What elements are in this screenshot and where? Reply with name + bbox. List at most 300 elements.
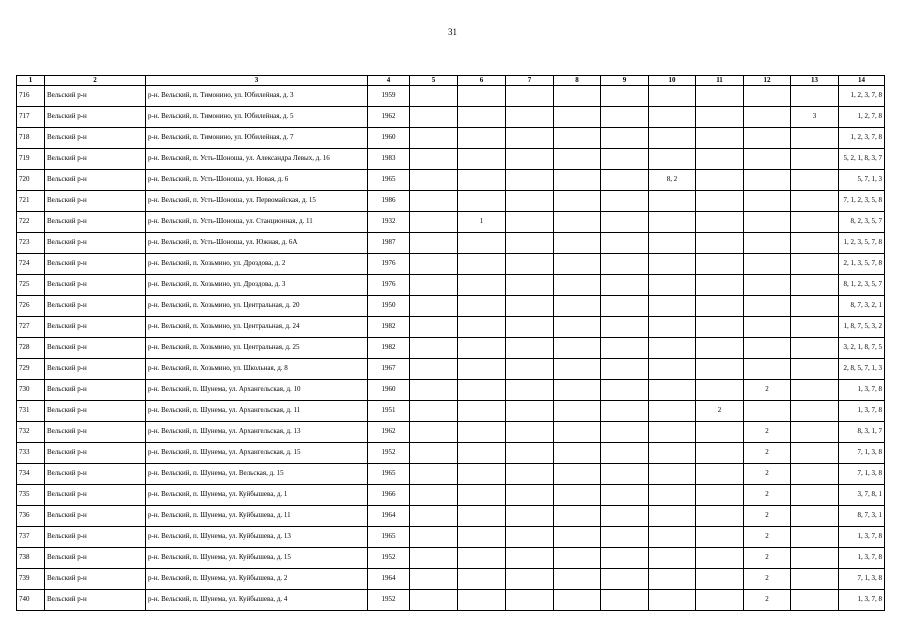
table-row xyxy=(17,317,885,338)
col7-cell xyxy=(506,254,554,275)
col9-cell xyxy=(601,170,649,191)
col6-cell xyxy=(458,338,506,359)
col6-cell xyxy=(458,86,506,107)
col14-cell: 1, 2, 3, 7, 8 xyxy=(839,86,885,107)
district-cell: Вельский р-н xyxy=(45,338,146,359)
col8-cell xyxy=(554,527,601,548)
header-row xyxy=(17,76,885,86)
year-cell: 1951 xyxy=(368,401,410,422)
district-cell: Вельский р-н xyxy=(45,107,146,128)
col12-cell xyxy=(744,86,791,107)
address-cell: р-н. Вельский, п. Тимонино, ул. Юбилейная, д. 3 xyxy=(146,86,368,107)
col13-cell xyxy=(791,149,839,170)
col13-cell: 3 xyxy=(791,107,839,128)
col8-cell xyxy=(554,128,601,149)
col14-cell: 5, 2, 1, 8, 3, 7 xyxy=(839,149,885,170)
col5-cell xyxy=(410,443,458,464)
col13-cell xyxy=(791,590,839,611)
col12-cell xyxy=(744,275,791,296)
row-number: 740 xyxy=(17,590,45,611)
col10-cell xyxy=(649,401,696,422)
col7-cell xyxy=(506,317,554,338)
row-number: 733 xyxy=(17,443,45,464)
district-cell: Вельский р-н xyxy=(45,233,146,254)
col6-cell xyxy=(458,443,506,464)
col9-cell xyxy=(601,548,649,569)
col9-cell xyxy=(601,233,649,254)
col8-cell xyxy=(554,590,601,611)
address-cell: р-н. Вельский, п. Шунема, ул. Архангельская, д. 15 xyxy=(146,443,368,464)
row-number: 737 xyxy=(17,527,45,548)
col10-cell xyxy=(649,107,696,128)
col7-cell xyxy=(506,401,554,422)
col7-cell xyxy=(506,212,554,233)
table-row xyxy=(17,506,885,527)
col10-cell xyxy=(649,317,696,338)
table-row xyxy=(17,359,885,380)
col8-cell xyxy=(554,401,601,422)
col6-cell xyxy=(458,485,506,506)
col6-cell xyxy=(458,527,506,548)
table-row xyxy=(17,443,885,464)
address-cell: р-н. Вельский, п. Шунема, ул. Архангельская, д. 11 xyxy=(146,401,368,422)
column-header: 4 xyxy=(368,76,410,86)
col7-cell xyxy=(506,506,554,527)
address-cell: р-н. Вельский, п. Тимонино, ул. Юбилейная, д. 7 xyxy=(146,128,368,149)
year-cell: 1952 xyxy=(368,548,410,569)
col9-cell xyxy=(601,128,649,149)
col12-cell: 2 xyxy=(744,422,791,443)
table-row xyxy=(17,380,885,401)
year-cell: 1966 xyxy=(368,485,410,506)
col12-cell xyxy=(744,401,791,422)
col8-cell xyxy=(554,170,601,191)
col7-cell xyxy=(506,359,554,380)
col8-cell xyxy=(554,191,601,212)
year-cell: 1965 xyxy=(368,170,410,191)
col6-cell xyxy=(458,107,506,128)
col14-cell: 1, 2, 7, 8 xyxy=(839,107,885,128)
col8-cell xyxy=(554,443,601,464)
table-row xyxy=(17,275,885,296)
row-number: 728 xyxy=(17,338,45,359)
col11-cell xyxy=(696,569,744,590)
col10-cell xyxy=(649,338,696,359)
year-cell: 1983 xyxy=(368,149,410,170)
col10-cell xyxy=(649,275,696,296)
row-number: 736 xyxy=(17,506,45,527)
year-cell: 1964 xyxy=(368,506,410,527)
col9-cell xyxy=(601,380,649,401)
col14-cell: 1, 3, 7, 8 xyxy=(839,590,885,611)
col12-cell xyxy=(744,170,791,191)
col8-cell xyxy=(554,149,601,170)
col11-cell xyxy=(696,380,744,401)
district-cell: Вельский р-н xyxy=(45,296,146,317)
district-cell: Вельский р-н xyxy=(45,317,146,338)
col9-cell xyxy=(601,422,649,443)
col8-cell xyxy=(554,569,601,590)
col12-cell: 2 xyxy=(744,464,791,485)
col5-cell xyxy=(410,212,458,233)
col6-cell xyxy=(458,506,506,527)
col9-cell xyxy=(601,338,649,359)
column-header: 3 xyxy=(146,76,368,86)
district-cell: Вельский р-н xyxy=(45,569,146,590)
col5-cell xyxy=(410,527,458,548)
col5-cell xyxy=(410,296,458,317)
col10-cell xyxy=(649,569,696,590)
col11-cell xyxy=(696,527,744,548)
district-cell: Вельский р-н xyxy=(45,191,146,212)
col8-cell xyxy=(554,86,601,107)
col6-cell xyxy=(458,317,506,338)
col12-cell: 2 xyxy=(744,506,791,527)
col11-cell xyxy=(696,212,744,233)
col12-cell xyxy=(744,212,791,233)
district-cell: Вельский р-н xyxy=(45,527,146,548)
col5-cell xyxy=(410,275,458,296)
col7-cell xyxy=(506,296,554,317)
col9-cell xyxy=(601,443,649,464)
col10-cell xyxy=(649,212,696,233)
column-header: 9 xyxy=(601,76,649,86)
col13-cell xyxy=(791,275,839,296)
col7-cell xyxy=(506,338,554,359)
col10-cell xyxy=(649,527,696,548)
district-cell: Вельский р-н xyxy=(45,548,146,569)
col14-cell: 1, 3, 7, 8 xyxy=(839,380,885,401)
col8-cell xyxy=(554,464,601,485)
col10-cell xyxy=(649,191,696,212)
col11-cell xyxy=(696,464,744,485)
col11-cell xyxy=(696,191,744,212)
col5-cell xyxy=(410,422,458,443)
col9-cell xyxy=(601,464,649,485)
col5-cell xyxy=(410,128,458,149)
table-row xyxy=(17,170,885,191)
col6-cell xyxy=(458,590,506,611)
table-row xyxy=(17,233,885,254)
col9-cell xyxy=(601,569,649,590)
year-cell: 1987 xyxy=(368,233,410,254)
col14-cell: 8, 7, 3, 1 xyxy=(839,506,885,527)
col13-cell xyxy=(791,317,839,338)
col12-cell: 2 xyxy=(744,380,791,401)
col10-cell xyxy=(649,86,696,107)
table-row xyxy=(17,464,885,485)
col12-cell: 2 xyxy=(744,590,791,611)
col6-cell xyxy=(458,548,506,569)
col9-cell xyxy=(601,107,649,128)
address-cell: р-н. Вельский, п. Усть-Шоноша, ул. Новая, д. 6 xyxy=(146,170,368,191)
district-cell: Вельский р-н xyxy=(45,275,146,296)
column-header: 2 xyxy=(45,76,146,86)
col10-cell xyxy=(649,464,696,485)
year-cell: 1965 xyxy=(368,527,410,548)
year-cell: 1982 xyxy=(368,317,410,338)
col11-cell xyxy=(696,506,744,527)
column-header: 8 xyxy=(554,76,601,86)
row-number: 739 xyxy=(17,569,45,590)
col9-cell xyxy=(601,359,649,380)
col5-cell xyxy=(410,548,458,569)
column-header: 12 xyxy=(744,76,791,86)
col5-cell xyxy=(410,485,458,506)
col6-cell xyxy=(458,359,506,380)
col9-cell xyxy=(601,590,649,611)
row-number: 724 xyxy=(17,254,45,275)
column-header: 7 xyxy=(506,76,554,86)
district-cell: Вельский р-н xyxy=(45,170,146,191)
col5-cell xyxy=(410,338,458,359)
col10-cell xyxy=(649,359,696,380)
row-number: 730 xyxy=(17,380,45,401)
row-number: 719 xyxy=(17,149,45,170)
col5-cell xyxy=(410,569,458,590)
year-cell: 1952 xyxy=(368,590,410,611)
col14-cell: 8, 3, 1, 7 xyxy=(839,422,885,443)
table-row xyxy=(17,548,885,569)
col11-cell xyxy=(696,359,744,380)
col14-cell: 2, 1, 3, 5, 7, 8 xyxy=(839,254,885,275)
address-cell: р-н. Вельский, п. Хозьмино, ул. Центральная, д. 20 xyxy=(146,296,368,317)
col5-cell xyxy=(410,191,458,212)
col6-cell xyxy=(458,191,506,212)
col7-cell xyxy=(506,422,554,443)
col10-cell: 8, 2 xyxy=(649,170,696,191)
col11-cell xyxy=(696,443,744,464)
col13-cell xyxy=(791,569,839,590)
table-row xyxy=(17,422,885,443)
table-row xyxy=(17,191,885,212)
col5-cell xyxy=(410,590,458,611)
col12-cell: 2 xyxy=(744,443,791,464)
col14-cell: 7, 1, 2, 3, 5, 8 xyxy=(839,191,885,212)
table-row xyxy=(17,128,885,149)
col5-cell xyxy=(410,233,458,254)
col14-cell: 3, 2, 1, 8, 7, 5 xyxy=(839,338,885,359)
table-row xyxy=(17,254,885,275)
col12-cell xyxy=(744,128,791,149)
district-cell: Вельский р-н xyxy=(45,401,146,422)
col12-cell: 2 xyxy=(744,485,791,506)
col6-cell xyxy=(458,422,506,443)
col14-cell: 8, 2, 3, 5, 7 xyxy=(839,212,885,233)
col8-cell xyxy=(554,380,601,401)
col11-cell xyxy=(696,233,744,254)
col9-cell xyxy=(601,485,649,506)
col13-cell xyxy=(791,170,839,191)
col9-cell xyxy=(601,254,649,275)
district-cell: Вельский р-н xyxy=(45,149,146,170)
col12-cell xyxy=(744,149,791,170)
year-cell: 1965 xyxy=(368,464,410,485)
col11-cell xyxy=(696,254,744,275)
col6-cell xyxy=(458,233,506,254)
col14-cell: 1, 2, 3, 7, 8 xyxy=(839,128,885,149)
col13-cell xyxy=(791,548,839,569)
col13-cell xyxy=(791,401,839,422)
col14-cell: 1, 3, 7, 8 xyxy=(839,527,885,548)
district-cell: Вельский р-н xyxy=(45,86,146,107)
col13-cell xyxy=(791,191,839,212)
address-cell: р-н. Вельский, п. Шунема, ул. Куйбышева, д. 1 xyxy=(146,485,368,506)
district-cell: Вельский р-н xyxy=(45,254,146,275)
col10-cell xyxy=(649,254,696,275)
col9-cell xyxy=(601,191,649,212)
col11-cell xyxy=(696,296,744,317)
col12-cell xyxy=(744,254,791,275)
col12-cell: 2 xyxy=(744,527,791,548)
col8-cell xyxy=(554,275,601,296)
district-cell: Вельский р-н xyxy=(45,443,146,464)
year-cell: 1952 xyxy=(368,443,410,464)
register-body xyxy=(17,86,885,611)
col13-cell xyxy=(791,86,839,107)
col6-cell xyxy=(458,380,506,401)
column-header: 6 xyxy=(458,76,506,86)
year-cell: 1962 xyxy=(368,422,410,443)
district-cell: Вельский р-н xyxy=(45,506,146,527)
address-cell: р-н. Вельский, п. Шунема, ул. Куйбышева, д. 15 xyxy=(146,548,368,569)
col10-cell xyxy=(649,443,696,464)
col11-cell xyxy=(696,128,744,149)
table-row xyxy=(17,401,885,422)
col13-cell xyxy=(791,443,839,464)
col14-cell: 7, 1, 3, 8 xyxy=(839,443,885,464)
year-cell: 1950 xyxy=(368,296,410,317)
col13-cell xyxy=(791,422,839,443)
col13-cell xyxy=(791,212,839,233)
col11-cell xyxy=(696,170,744,191)
col5-cell xyxy=(410,506,458,527)
page-number: 31 xyxy=(448,27,457,37)
col10-cell xyxy=(649,485,696,506)
col7-cell xyxy=(506,569,554,590)
year-cell: 1976 xyxy=(368,254,410,275)
col8-cell xyxy=(554,212,601,233)
col9-cell xyxy=(601,317,649,338)
col11-cell xyxy=(696,338,744,359)
column-header: 13 xyxy=(791,76,839,86)
col7-cell xyxy=(506,443,554,464)
row-number: 727 xyxy=(17,317,45,338)
col13-cell xyxy=(791,338,839,359)
col9-cell xyxy=(601,296,649,317)
col7-cell xyxy=(506,380,554,401)
col13-cell xyxy=(791,506,839,527)
col8-cell xyxy=(554,338,601,359)
col14-cell: 7, 1, 3, 8 xyxy=(839,569,885,590)
year-cell: 1960 xyxy=(368,128,410,149)
year-cell: 1964 xyxy=(368,569,410,590)
address-cell: р-н. Вельский, п. Шунема, ул. Куйбышева, д. 13 xyxy=(146,527,368,548)
row-number: 729 xyxy=(17,359,45,380)
row-number: 735 xyxy=(17,485,45,506)
col12-cell: 2 xyxy=(744,569,791,590)
col11-cell xyxy=(696,317,744,338)
row-number: 738 xyxy=(17,548,45,569)
col12-cell xyxy=(744,359,791,380)
address-cell: р-н. Вельский, п. Усть-Шоноша, ул. Южная, д. 6А xyxy=(146,233,368,254)
address-cell: р-н. Вельский, п. Усть-Шоноша, ул. Первомайская, д. 15 xyxy=(146,191,368,212)
col8-cell xyxy=(554,296,601,317)
col13-cell xyxy=(791,464,839,485)
year-cell: 1976 xyxy=(368,275,410,296)
row-number: 725 xyxy=(17,275,45,296)
col14-cell: 8, 1, 2, 3, 5, 7 xyxy=(839,275,885,296)
col5-cell xyxy=(410,107,458,128)
col9-cell xyxy=(601,212,649,233)
col6-cell: 1 xyxy=(458,212,506,233)
col7-cell xyxy=(506,107,554,128)
col11-cell xyxy=(696,590,744,611)
col10-cell xyxy=(649,296,696,317)
table-row xyxy=(17,527,885,548)
col8-cell xyxy=(554,548,601,569)
column-header: 1 xyxy=(17,76,45,86)
row-number: 720 xyxy=(17,170,45,191)
col13-cell xyxy=(791,233,839,254)
table-row xyxy=(17,296,885,317)
district-cell: Вельский р-н xyxy=(45,590,146,611)
col11-cell xyxy=(696,149,744,170)
col14-cell: 1, 3, 7, 8 xyxy=(839,548,885,569)
address-cell: р-н. Вельский, п. Хозьмино, ул. Дроздова, д. 3 xyxy=(146,275,368,296)
col14-cell: 1, 3, 7, 8 xyxy=(839,401,885,422)
row-number: 723 xyxy=(17,233,45,254)
col5-cell xyxy=(410,464,458,485)
col10-cell xyxy=(649,422,696,443)
col6-cell xyxy=(458,296,506,317)
col7-cell xyxy=(506,170,554,191)
col11-cell xyxy=(696,548,744,569)
col8-cell xyxy=(554,485,601,506)
address-cell: р-н. Вельский, п. Хозьмино, ул. Центральная, д. 24 xyxy=(146,317,368,338)
col7-cell xyxy=(506,464,554,485)
col14-cell: 1, 8, 7, 5, 3, 2 xyxy=(839,317,885,338)
col9-cell xyxy=(601,506,649,527)
table-row xyxy=(17,149,885,170)
col8-cell xyxy=(554,422,601,443)
address-cell: р-н. Вельский, п. Шунема, ул. Куйбышева, д. 11 xyxy=(146,506,368,527)
row-number: 732 xyxy=(17,422,45,443)
col5-cell xyxy=(410,86,458,107)
address-cell: р-н. Вельский, п. Хозьмино, ул. Школьная, д. 8 xyxy=(146,359,368,380)
year-cell: 1960 xyxy=(368,380,410,401)
row-number: 734 xyxy=(17,464,45,485)
col14-cell: 5, 7, 1, 3 xyxy=(839,170,885,191)
col7-cell xyxy=(506,275,554,296)
col6-cell xyxy=(458,569,506,590)
row-number: 731 xyxy=(17,401,45,422)
table-row xyxy=(17,212,885,233)
district-cell: Вельский р-н xyxy=(45,128,146,149)
col8-cell xyxy=(554,254,601,275)
col6-cell xyxy=(458,464,506,485)
col7-cell xyxy=(506,191,554,212)
col14-cell: 1, 2, 3, 5, 7, 8 xyxy=(839,233,885,254)
col14-cell: 2, 8, 5, 7, 1, 3 xyxy=(839,359,885,380)
year-cell: 1982 xyxy=(368,338,410,359)
address-cell: р-н. Вельский, п. Шунема, ул. Куйбышева, д. 2 xyxy=(146,569,368,590)
col10-cell xyxy=(649,149,696,170)
col12-cell xyxy=(744,233,791,254)
col8-cell xyxy=(554,233,601,254)
address-cell: р-н. Вельский, п. Хозьмино, ул. Дроздова, д. 2 xyxy=(146,254,368,275)
district-cell: Вельский р-н xyxy=(45,212,146,233)
